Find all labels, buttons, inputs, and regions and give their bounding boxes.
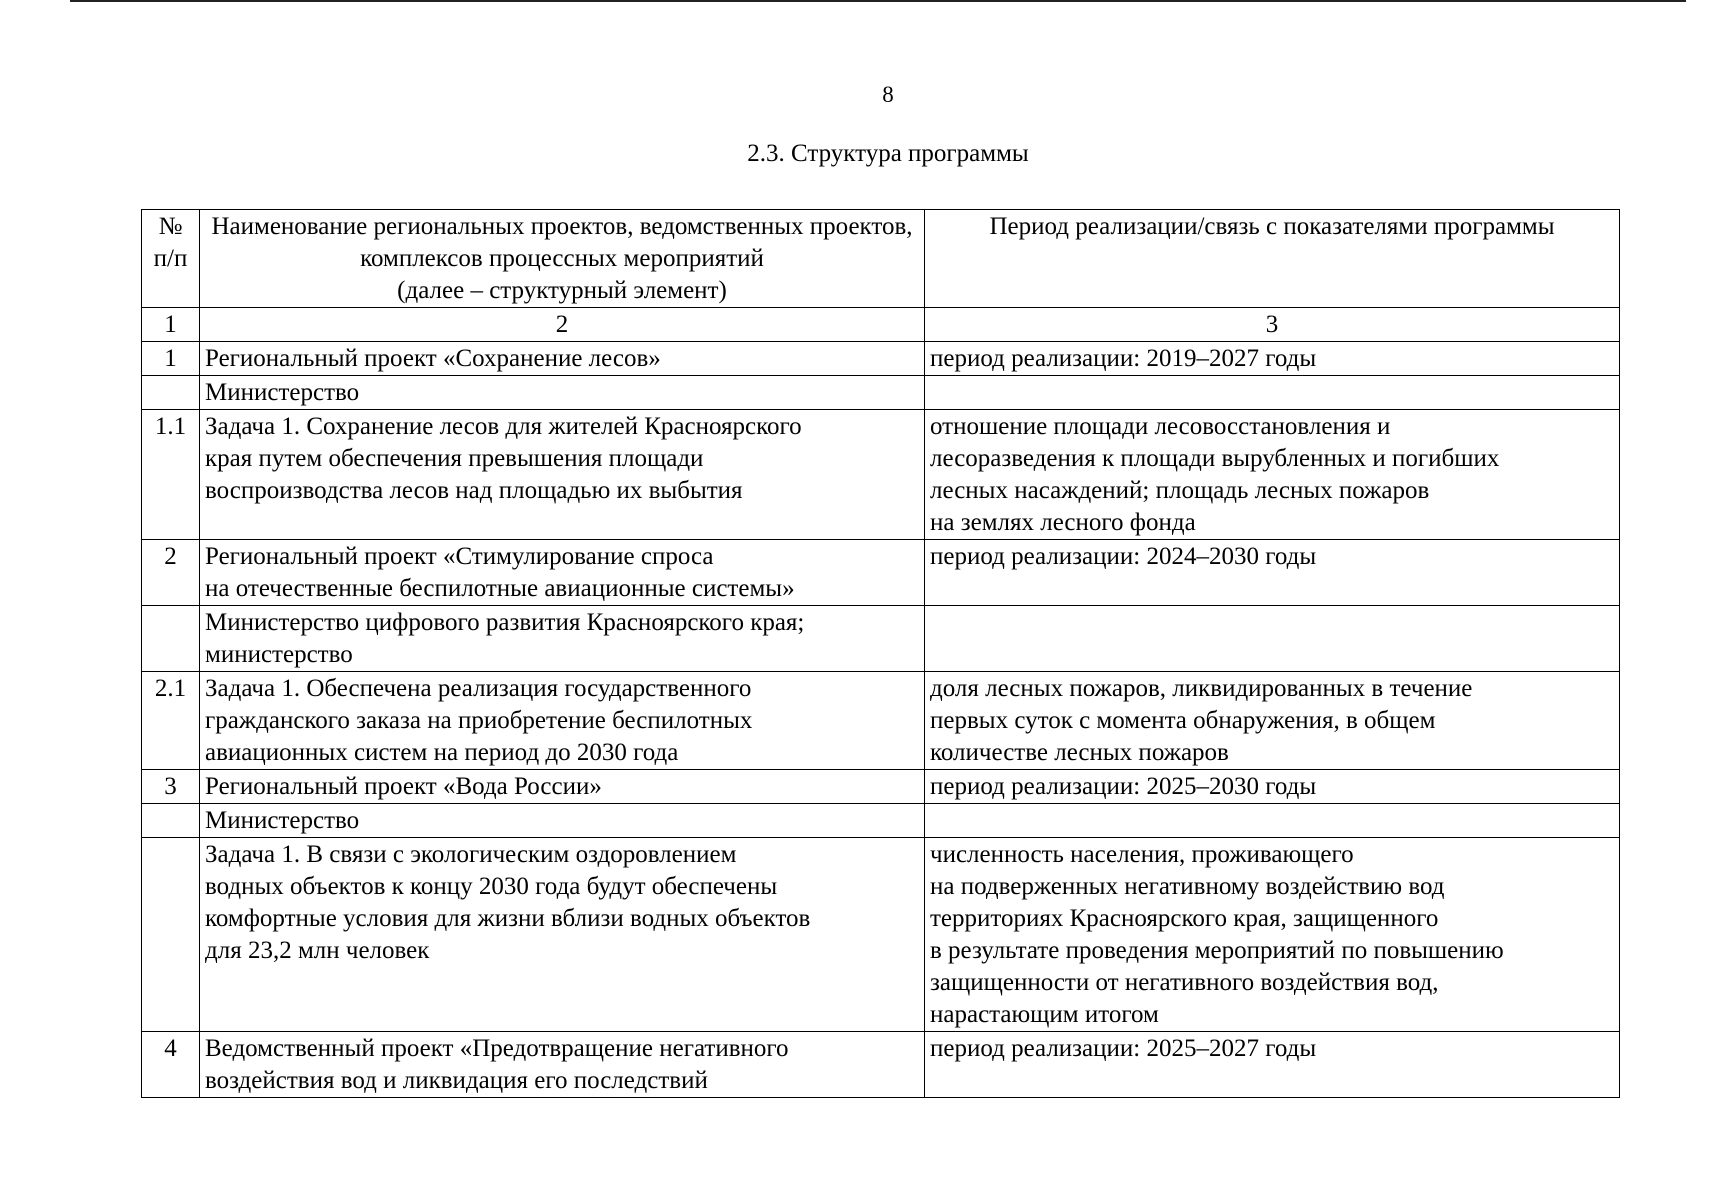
table-row — [142, 410, 1620, 540]
page-top-edge — [70, 0, 1686, 2]
column-number-1: 1 — [142, 308, 200, 342]
row-element-name: Региональный проект «Вода России» — [200, 770, 925, 804]
table-row — [142, 342, 1620, 376]
row-period — [925, 606, 1620, 672]
column-number-row — [142, 308, 1620, 342]
table-row — [142, 838, 1620, 1032]
table-row — [142, 804, 1620, 838]
row-number — [142, 606, 200, 672]
table-header-row — [142, 210, 1620, 308]
row-period: период реализации: 2025–2027 годы — [925, 1032, 1620, 1098]
row-element-name: Региональный проект «Стимулирование спроса на отечественные беспилотные авиационные системы» — [200, 540, 925, 606]
row-period: период реализации: 2025–2030 годы — [925, 770, 1620, 804]
table-row — [142, 770, 1620, 804]
column-number-2: 2 — [200, 308, 925, 342]
row-number: 2.1 — [142, 672, 200, 770]
row-element-name: Задача 1. Сохранение лесов для жителей Красноярского края путем обеспечения превышения площади воспроизводства лесов над площадью их выбытия — [200, 410, 925, 540]
row-element-name: Региональный проект «Сохранение лесов» — [200, 342, 925, 376]
header-element-name: Наименование региональных проектов, ведомственных проектов, комплексов процессных мероприятий (далее – структурный элемент) — [200, 210, 925, 308]
table-row — [142, 606, 1620, 672]
row-element-name: Задача 1. Обеспечена реализация государственного гражданского заказа на приобретение беспилотных авиационных систем на период до 2030 года — [200, 672, 925, 770]
row-period — [925, 376, 1620, 410]
row-number — [142, 804, 200, 838]
row-period: численность населения, проживающего на подверженных негативному воздействию вод территориях Красноярского края, защищенного в результате проведения мероприятий по повышению защищенности от негативного воздействия вод, нарастающим итогом — [925, 838, 1620, 1032]
column-number-3: 3 — [925, 308, 1620, 342]
row-element-name: Ведомственный проект «Предотвращение негативного воздействия вод и ликвидация его последствий — [200, 1032, 925, 1098]
row-number — [142, 376, 200, 410]
row-period — [925, 804, 1620, 838]
row-element-name: Министерство — [200, 376, 925, 410]
row-number: 1 — [142, 342, 200, 376]
table-row — [142, 376, 1620, 410]
row-period: период реализации: 2024–2030 годы — [925, 540, 1620, 606]
row-element-name: Министерство цифрового развития Красноярского края; министерство — [200, 606, 925, 672]
row-number: 3 — [142, 770, 200, 804]
program-structure-table — [141, 209, 1620, 1098]
table-row — [142, 672, 1620, 770]
row-element-name: Министерство — [200, 804, 925, 838]
table-row — [142, 540, 1620, 606]
row-period: отношение площади лесовосстановления и лесоразведения к площади вырубленных и погибших лесных насаждений; площадь лесных пожаров на землях лесного фонда — [925, 410, 1620, 540]
row-number: 4 — [142, 1032, 200, 1098]
row-number: 1.1 — [142, 410, 200, 540]
row-number — [142, 838, 200, 1032]
row-number: 2 — [142, 540, 200, 606]
page-number: 8 — [882, 82, 894, 107]
row-element-name: Задача 1. В связи с экологическим оздоровлением водных объектов к концу 2030 года будут обеспечены комфортные условия для жизни вблизи водных объектов для 23,2 млн человек — [200, 838, 925, 1032]
header-period: Период реализации/связь с показателями программы — [925, 210, 1620, 308]
table-row — [142, 1032, 1620, 1098]
row-period: период реализации: 2019–2027 годы — [925, 342, 1620, 376]
section-title: 2.3. Структура программы — [747, 140, 1029, 167]
header-number: № п/п — [142, 210, 200, 308]
row-period: доля лесных пожаров, ликвидированных в течение первых суток с момента обнаружения, в общем количестве лесных пожаров — [925, 672, 1620, 770]
